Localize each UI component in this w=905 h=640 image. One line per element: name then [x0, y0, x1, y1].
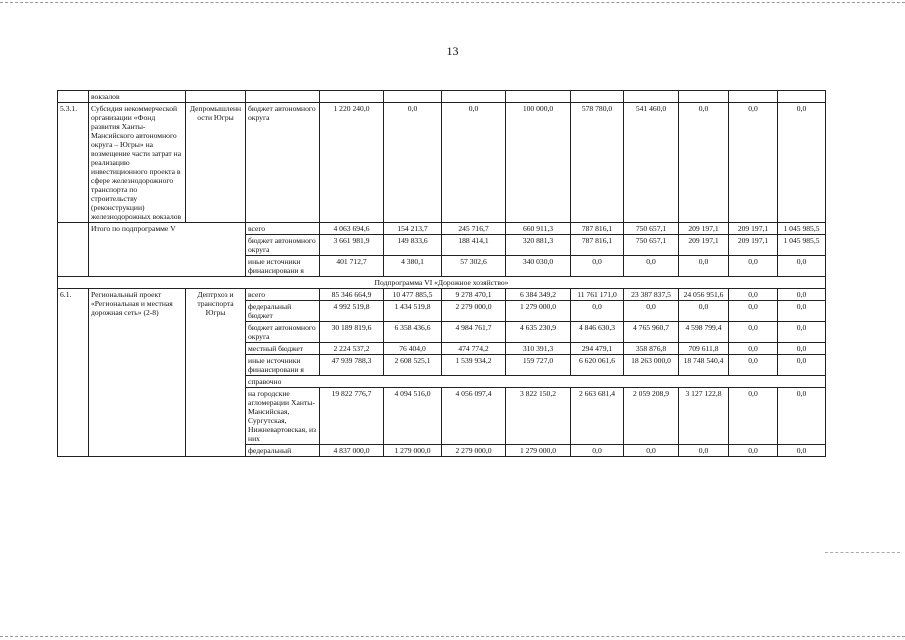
- source-cell: [246, 91, 320, 103]
- value-cell: 474 774,2: [442, 343, 506, 355]
- value-cell: 9 278 470,1: [442, 289, 506, 301]
- value-cell: [320, 91, 384, 103]
- value-cell: 750 657,1: [624, 235, 679, 256]
- source-cell: справочно: [246, 376, 826, 388]
- value-cell: 0,0: [679, 445, 729, 457]
- value-cell: 2 663 681,4: [571, 388, 624, 445]
- value-cell: 4 837 000,0: [320, 445, 384, 457]
- value-cell: 0,0: [571, 445, 624, 457]
- value-cell: 30 189 819,6: [320, 322, 384, 343]
- value-cell: 0,0: [624, 445, 679, 457]
- org-cell: [186, 91, 246, 103]
- source-cell: бюджет автономного округа: [246, 235, 320, 256]
- value-cell: 4 063 694,6: [320, 223, 384, 235]
- value-cell: 4 992 519,8: [320, 301, 384, 322]
- table-row: [58, 277, 826, 289]
- value-cell: 23 387 837,5: [624, 289, 679, 301]
- value-cell: 149 833,6: [384, 235, 442, 256]
- value-cell: 1 539 934,2: [442, 355, 506, 376]
- value-cell: 19 822 776,7: [320, 388, 384, 445]
- page-number: 13: [446, 44, 459, 58]
- value-cell: 154 213,7: [384, 223, 442, 235]
- value-cell: 310 391,3: [506, 343, 571, 355]
- value-cell: 1 279 000,0: [506, 301, 571, 322]
- value-cell: 0,0: [442, 103, 506, 223]
- source-cell: федеральный: [246, 445, 320, 457]
- value-cell: 0,0: [571, 256, 624, 277]
- value-cell: 0,0: [778, 322, 826, 343]
- source-cell: бюджет автономного округа: [246, 103, 320, 223]
- value-cell: 0,0: [679, 256, 729, 277]
- org-cell: Депромышленности Югры: [186, 103, 246, 223]
- scan-edge-top: [0, 2, 905, 3]
- value-cell: 0,0: [729, 103, 778, 223]
- num-cell: 6.1.: [58, 289, 89, 457]
- value-cell: 209 197,1: [679, 235, 729, 256]
- value-cell: 2 059 208,9: [624, 388, 679, 445]
- total-label: Итого по подпрограмме V: [89, 223, 246, 277]
- value-cell: 0,0: [729, 256, 778, 277]
- value-cell: 2 279 000,0: [442, 445, 506, 457]
- value-cell: 787 816,1: [571, 235, 624, 256]
- source-cell: местный бюджет: [246, 343, 320, 355]
- value-cell: 320 881,3: [506, 235, 571, 256]
- value-cell: 0,0: [778, 355, 826, 376]
- value-cell: [729, 91, 778, 103]
- value-cell: 2 279 000,0: [442, 301, 506, 322]
- value-cell: 401 712,7: [320, 256, 384, 277]
- name-cell: вокзалов: [89, 91, 186, 103]
- source-cell: на городские агломерации Ханты-Мансийская, Сургутская, Нижневартовская, из них: [246, 388, 320, 445]
- value-cell: 4 846 630,3: [571, 322, 624, 343]
- value-cell: 2 608 525,1: [384, 355, 442, 376]
- value-cell: 1 279 000,0: [506, 445, 571, 457]
- value-cell: 1 220 240,0: [320, 103, 384, 223]
- value-cell: 0,0: [778, 388, 826, 445]
- value-cell: 209 197,1: [729, 223, 778, 235]
- value-cell: [442, 91, 506, 103]
- value-cell: 0,0: [778, 103, 826, 223]
- table-row: [58, 91, 826, 103]
- value-cell: 0,0: [679, 301, 729, 322]
- value-cell: 209 197,1: [679, 223, 729, 235]
- value-cell: [624, 91, 679, 103]
- value-cell: [571, 91, 624, 103]
- value-cell: 18 263 000,0: [624, 355, 679, 376]
- value-cell: 787 816,1: [571, 223, 624, 235]
- value-cell: 47 939 788,3: [320, 355, 384, 376]
- value-cell: 76 404,0: [384, 343, 442, 355]
- section-header: Подпрограмма VI «Дорожное хозяйство»: [58, 277, 826, 289]
- value-cell: 0,0: [778, 301, 826, 322]
- value-cell: 4 598 799,4: [679, 322, 729, 343]
- org-cell: Дептрхоз и транспорта Югры: [186, 289, 246, 457]
- value-cell: 4 635 230,9: [506, 322, 571, 343]
- value-cell: 0,0: [729, 355, 778, 376]
- source-cell: всего: [246, 223, 320, 235]
- value-cell: 0,0: [729, 388, 778, 445]
- value-cell: 18 748 540,4: [679, 355, 729, 376]
- value-cell: [778, 91, 826, 103]
- value-cell: 3 822 150,2: [506, 388, 571, 445]
- num-cell: [58, 223, 89, 277]
- value-cell: 6 384 349,2: [506, 289, 571, 301]
- source-cell: федеральный бюджет: [246, 301, 320, 322]
- name-cell: Региональный проект «Региональная и местная дорожная сеть» (2-8): [89, 289, 186, 457]
- source-cell: бюджет автономного округа: [246, 322, 320, 343]
- value-cell: 340 030,0: [506, 256, 571, 277]
- value-cell: 159 727,0: [506, 355, 571, 376]
- table-row: [58, 223, 826, 235]
- num-cell: [58, 91, 89, 103]
- value-cell: 660 911,3: [506, 223, 571, 235]
- table-row: [58, 289, 826, 301]
- value-cell: 3 127 122,8: [679, 388, 729, 445]
- source-cell: иные источники финансировани я: [246, 256, 320, 277]
- value-cell: 6 358 436,6: [384, 322, 442, 343]
- value-cell: 1 045 985,5: [778, 223, 826, 235]
- value-cell: 578 780,0: [571, 103, 624, 223]
- value-cell: 0,0: [729, 322, 778, 343]
- value-cell: 245 716,7: [442, 223, 506, 235]
- value-cell: 4 380,1: [384, 256, 442, 277]
- value-cell: 358 876,8: [624, 343, 679, 355]
- value-cell: 3 661 981,9: [320, 235, 384, 256]
- value-cell: 0,0: [778, 256, 826, 277]
- value-cell: 0,0: [778, 289, 826, 301]
- value-cell: 85 346 664,9: [320, 289, 384, 301]
- value-cell: 188 414,1: [442, 235, 506, 256]
- value-cell: 4 056 097,4: [442, 388, 506, 445]
- value-cell: 541 460,0: [624, 103, 679, 223]
- value-cell: 0,0: [384, 103, 442, 223]
- value-cell: 0,0: [729, 301, 778, 322]
- value-cell: 10 477 885,5: [384, 289, 442, 301]
- value-cell: 0,0: [571, 301, 624, 322]
- value-cell: 0,0: [729, 289, 778, 301]
- value-cell: 0,0: [729, 445, 778, 457]
- value-cell: 0,0: [624, 256, 679, 277]
- value-cell: [679, 91, 729, 103]
- value-cell: 1 434 519,8: [384, 301, 442, 322]
- value-cell: 750 657,1: [624, 223, 679, 235]
- value-cell: 0,0: [679, 103, 729, 223]
- table-row: [58, 103, 826, 223]
- value-cell: 0,0: [624, 301, 679, 322]
- value-cell: 1 279 000,0: [384, 445, 442, 457]
- scan-artifact-line: [825, 552, 900, 553]
- budget-table: [57, 90, 826, 457]
- name-cell: Субсидия некоммерческой организации «Фонд развития Ханты-Мансийского автономного округа – Югры» на возмещение части затрат на реализацию инвестиционного проекта в сфере железнодорожного транспорта по строительству (реконструкции) железнодорожных вокзалов: [89, 103, 186, 223]
- scan-edge-bottom: [0, 636, 905, 637]
- value-cell: 57 302,6: [442, 256, 506, 277]
- num-cell: 5.3.1.: [58, 103, 89, 223]
- value-cell: 4 984 761,7: [442, 322, 506, 343]
- source-cell: всего: [246, 289, 320, 301]
- value-cell: 709 611,8: [679, 343, 729, 355]
- value-cell: [384, 91, 442, 103]
- value-cell: 294 479,1: [571, 343, 624, 355]
- value-cell: 0,0: [778, 343, 826, 355]
- value-cell: 4 094 516,0: [384, 388, 442, 445]
- source-cell: иные источники финансировани я: [246, 355, 320, 376]
- value-cell: 11 761 171,0: [571, 289, 624, 301]
- value-cell: 0,0: [729, 343, 778, 355]
- value-cell: 24 056 951,6: [679, 289, 729, 301]
- value-cell: 0,0: [778, 445, 826, 457]
- value-cell: 4 765 960,7: [624, 322, 679, 343]
- value-cell: 100 000,0: [506, 103, 571, 223]
- value-cell: 2 224 537,2: [320, 343, 384, 355]
- value-cell: 209 197,1: [729, 235, 778, 256]
- value-cell: 1 045 985,5: [778, 235, 826, 256]
- value-cell: [506, 91, 571, 103]
- value-cell: 6 620 061,6: [571, 355, 624, 376]
